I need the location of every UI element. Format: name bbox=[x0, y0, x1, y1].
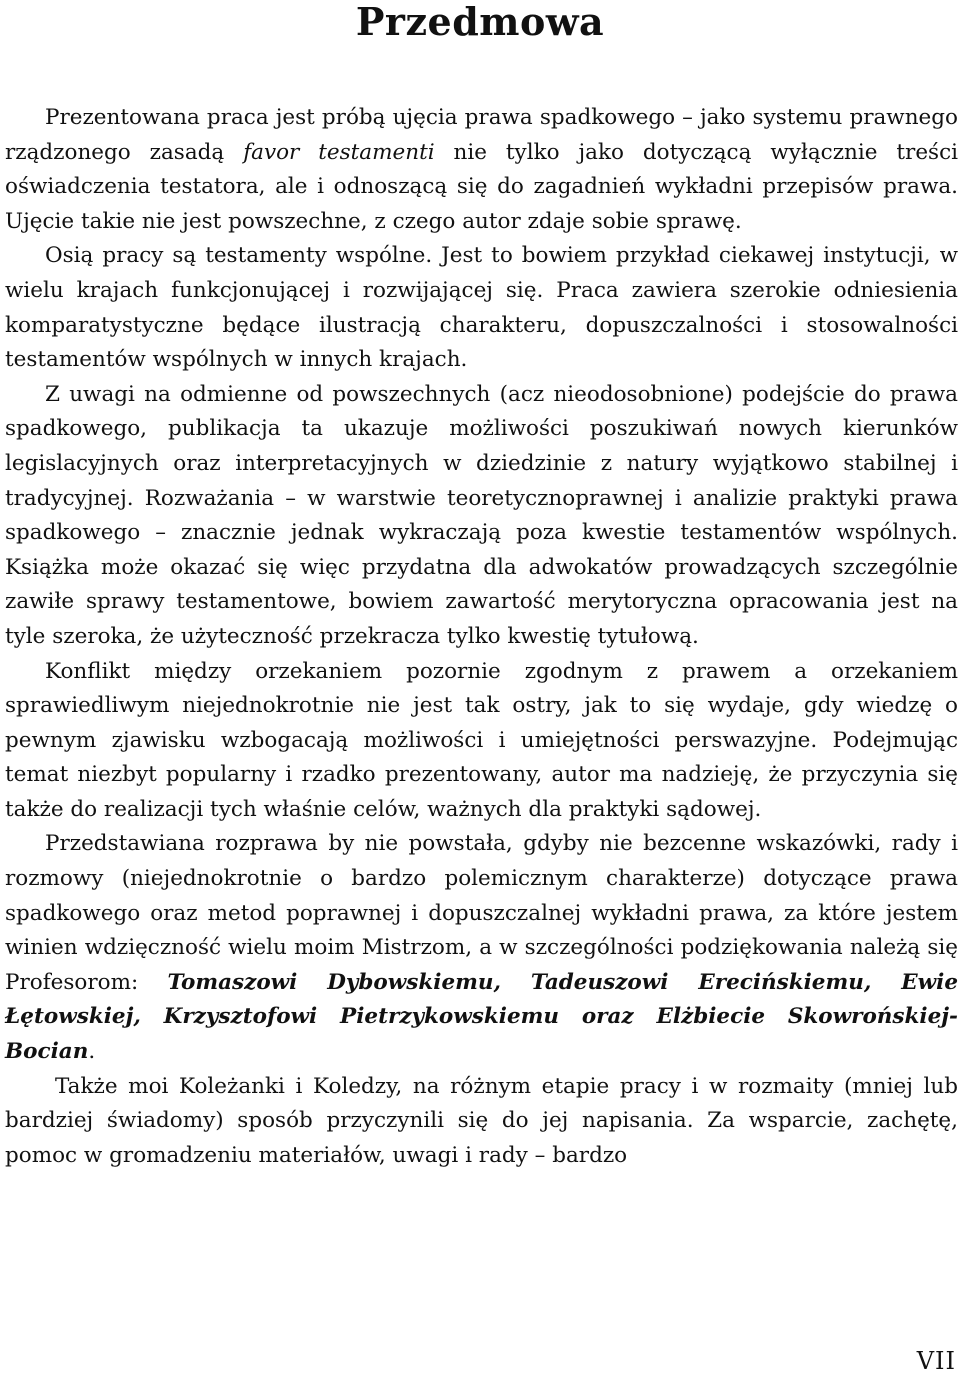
paragraph-6-text: Także moi Koleżanki i Koledzy, na różnym etapie pracy i w rozmaity (mniej lub bardziej świadomy) sposób przyczynili się do jej napisania. Za wsparcie, zachętę, pomoc w gromadzeniu materiałów, uwagi i rady – bardzo bbox=[5, 1073, 958, 1168]
paragraph-4-text: Konflikt między orzekaniem pozornie zgodnym z prawem a orzekaniem sprawiedliwym niejednokrotnie nie jest tak ostry, jak to się wydaje, gdy wiedzę o pewnym zjawisku wzbogacają możliwości i umiejętności perswazyjne. Podejmując temat niezbyt popularny i rzadko prezentowany, autor ma nadzieję, że przyczynia się także do realizacji tych właśnie celów, ważnych dla praktyki sądowej. bbox=[5, 658, 958, 822]
paragraph-1 bbox=[5, 101, 958, 239]
paragraph-3-text: Z uwagi na odmienne od powszechnych (acz nieodosobnione) podejście do prawa spadkowego, publikacja ta ukazuje możliwości poszukiwań nowych kierunków legislacyjnych oraz interpretacyjnych w dziedzinie z natury wyjątkowo stabilnej i tradycyjnej. Rozważania – w warstwie teoretycznoprawnej i analizie praktyki prawa spadkowego – znacznie jednak wykraczają poza kwestie testamentów wspólnych. Książka może okazać się więc przydatna dla adwokatów prowadzących szczególnie zawiłe sprawy testamentowe, bowiem zawartość merytoryczna opracowania jest na tyle szeroka, że użyteczność przekracza tylko kwestię tytułową. bbox=[5, 381, 958, 649]
page-number: VII bbox=[916, 1347, 956, 1375]
paragraph-5-end: . bbox=[88, 1039, 96, 1065]
paragraph-4 bbox=[5, 655, 958, 828]
paragraph-2 bbox=[5, 239, 958, 377]
paragraph-6 bbox=[5, 1070, 958, 1174]
paragraph-5-professors: Tomaszowi Dybowskiemu, Tadeuszowi Erecińskiemu, Ewie Łętowskiej, Krzysztofowi Pietrzykowskiemu oraz Elżbiecie Skowrońskiej-Bocian bbox=[5, 969, 958, 1065]
paragraph-1-text-a: Prezentowana praca jest próbą ujęcia prawa spadkowego – jako systemu prawnego rządzonego zasadą bbox=[5, 105, 958, 165]
preface-body bbox=[5, 101, 958, 1173]
paragraph-3 bbox=[5, 378, 958, 655]
paragraph-5 bbox=[5, 827, 958, 1069]
paragraph-1-latin-term: favor testamenti bbox=[243, 139, 435, 165]
page-title: Przedmowa bbox=[355, 0, 605, 44]
paragraph-5-text: Przedstawiana rozprawa by nie powstała, gdyby nie bezcenne wskazówki, rady i rozmowy (niejednokrotnie o bardzo polemicznym charakterze) dotyczące prawa spadkowego oraz metod poprawnej i dopuszczalnej wykładni prawa, za które jestem winien wdzięczność wielu moim Mistrzom, a w szczególności podziękowania należą się Profesorom: bbox=[5, 831, 958, 995]
paragraph-1-text-b: nie tylko jako dotyczącą wyłącznie treści oświadczenia testatora, ale i odnoszącą się do zagadnień wykładni przepisów prawa. Ujęcie takie nie jest powszechne, z czego autor zdaje sobie sprawę. bbox=[5, 139, 959, 234]
paragraph-2-text: Osią pracy są testamenty wspólne. Jest to bowiem przykład ciekawej instytucji, w wielu krajach funkcjonującej i rozwijającej się. Praca zawiera szerokie odniesienia komparatystyczne będące ilustracją charakteru, dopuszczalności i stosowalności testamentów wspólnych w innych krajach. bbox=[5, 243, 958, 373]
